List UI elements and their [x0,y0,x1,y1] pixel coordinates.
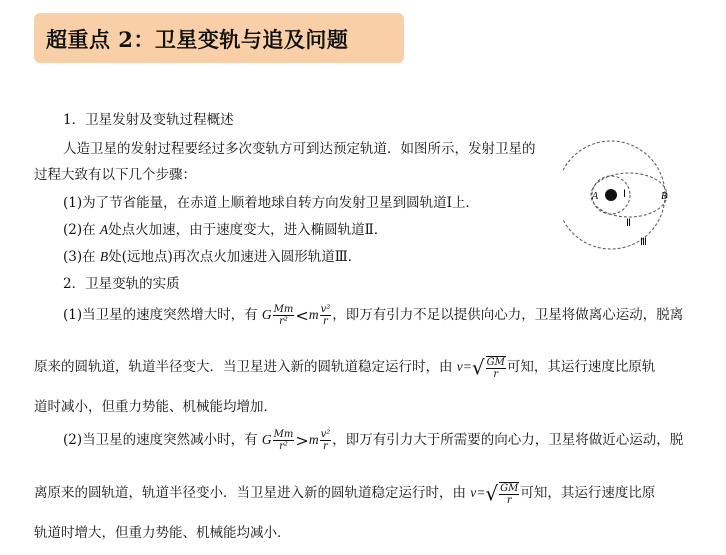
fraction-Mm-r2: $\frac{Mm}{\text{r²}}$ [273,304,294,327]
label-III: Ⅲ [640,237,647,248]
fraction-GM-r: $\frac{GM}{r}$ [486,356,505,380]
para1-line-3: 道时减小，但重力势能、机械能均增加． [34,399,277,415]
para2-line-3: 轨道时增大，但重力势能、机械能均减小． [34,525,291,541]
label-B: B [661,191,668,202]
step-1: (1)为了节省能量，在赤道上顺着地球自转方向发射卫星到圆轨道Ⅰ上． [63,195,479,211]
title-banner [34,13,404,63]
sqrt-symbol: √ [471,355,485,380]
section1-heading: 1．卫星发射及变轨过程概述 [63,112,234,128]
intro-line-1: 人造卫星的发射过程要经过多次变轨方可到达预定轨道．如图所示，发射卫星的 [63,141,536,157]
para1-line-2: 原来的圆轨道，轨道半径变大．当卫星进入新的圆轨道稳定运行时，由 v=√ $\frac{GM}{r}$ 可知，其运行速度比原轨 [34,355,656,380]
para2-line-1: (2)当卫星的速度突然减小时，有 G $\frac{Mm}{\text{r²}}$ >m $\frac{\text{v²}}{r}$ ，即万有引力大于所需要的向心力，卫星将做近心运动，脱 [63,429,684,452]
fraction-GM-r: $\frac{GM}{r}$ [500,482,519,506]
label-A: A [592,191,599,202]
label-I: Ⅰ [623,189,626,200]
orbit-II-ellipse [591,173,667,217]
fraction-v2-r: $\frac{\text{v²}}{r}$ [320,429,331,452]
fraction-Mm-r2: $\frac{Mm}{\text{r²}}$ [273,429,294,452]
orbit-diagram [563,135,683,255]
step-3: (3)在 B处(远地点)再次点火加速进入圆形轨道Ⅲ． [63,249,362,265]
fraction-v2-r: $\frac{\text{v²}}{r}$ [320,304,331,327]
label-II: Ⅱ [626,218,631,229]
earth-dot [605,189,617,201]
sqrt-symbol: √ [485,481,499,506]
para2-line-2: 离原来的圆轨道，轨道半径变小．当卫星进入新的圆轨道稳定运行时，由 v=√ $\frac{GM}{r}$ 可知，其运行速度比原 [34,481,656,506]
intro-line-2: 过程大致有以下几个步骤： [34,167,196,183]
para1-line-1: (1)当卫星的速度突然增大时，有 G $\frac{Mm}{\text{r²}}$ <m $\frac{\text{v²}}{r}$ ，即万有引力不足以提供向心力，卫星将做离心运动，脱离 [63,304,684,327]
section2-heading: 2．卫星变轨的实质 [63,276,180,292]
step-2: (2)在 A处点火加速，由于速度变大，进入椭圆轨道Ⅱ． [63,222,388,238]
page-title: 超重点 2：卫星变轨与追及问题 [46,27,349,52]
